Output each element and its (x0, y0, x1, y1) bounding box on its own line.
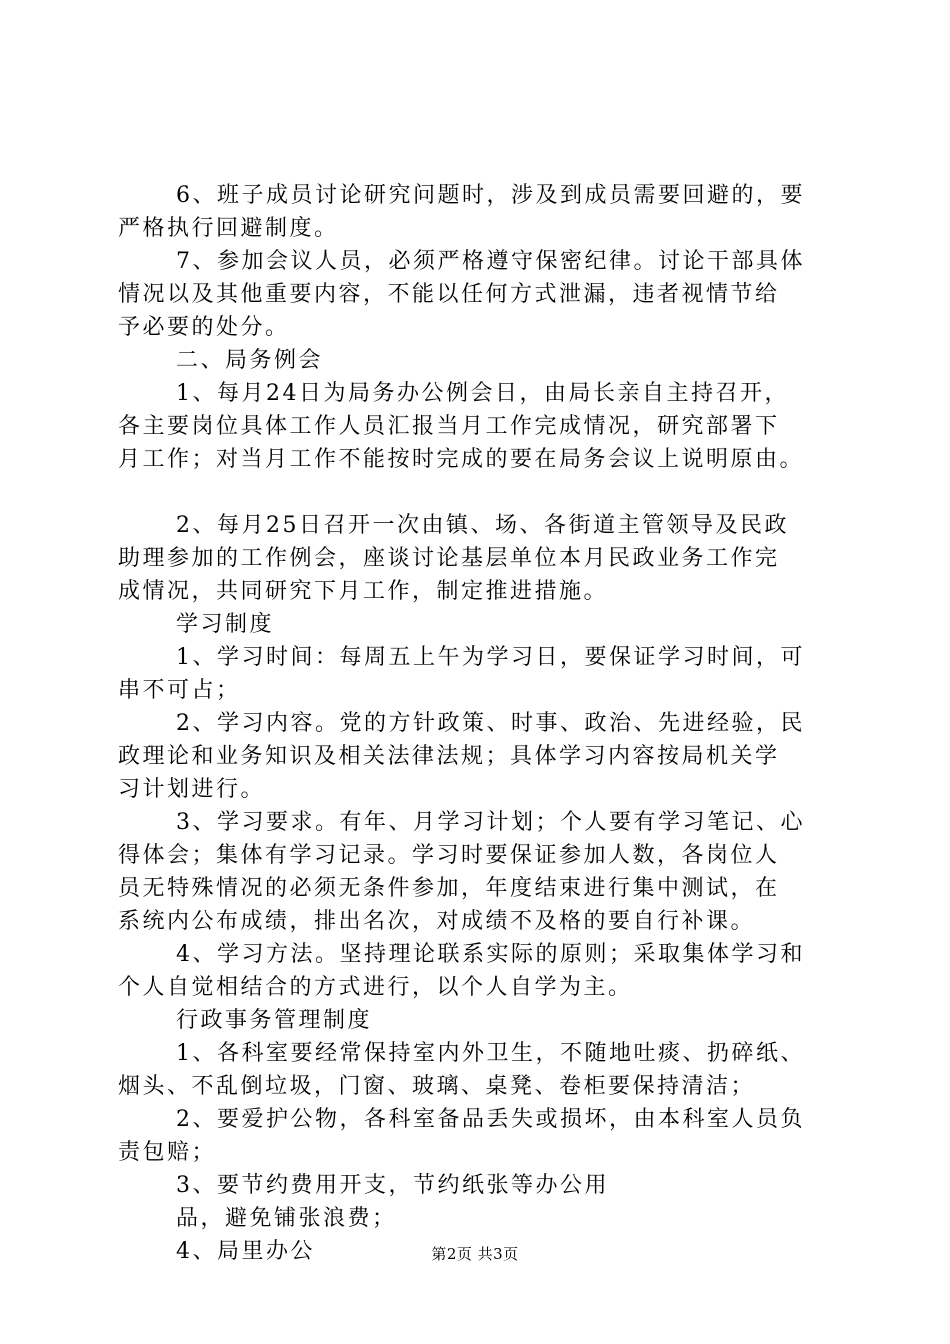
paragraph-line: 2、学习内容。党的方针政策、时事、政治、先进经验，民 (176, 711, 805, 736)
section-heading: 二、局务例会 (176, 348, 324, 373)
paragraph-line: 7、参加会议人员，必须严格遵守保密纪律。讨论干部具体 (176, 249, 805, 274)
paragraph-line: 助理参加的工作例会，座谈讨论基层单位本月民政业务工作完 (118, 546, 780, 571)
paragraph-line: 习计划进行。 (118, 777, 266, 802)
paragraph-line: 予必要的处分。 (118, 315, 290, 340)
paragraph-line: 3、要节约费用开支，节约纸张等办公用 (176, 1173, 609, 1198)
paragraph-line: 4、局里办公 (176, 1239, 315, 1264)
paragraph-line: 个人自觉相结合的方式进行，以个人自学为主。 (118, 975, 633, 1000)
paragraph-line: 员无特殊情况的必须无条件参加，年度结束进行集中测试，在 (118, 876, 780, 901)
paragraph-line: 月工作；对当月工作不能按时完成的要在局务会议上说明原由。 (118, 447, 805, 472)
section-heading: 行政事务管理制度 (176, 1008, 373, 1033)
page-footer: 第2页 共3页 (431, 1245, 519, 1263)
paragraph-line: 成情况，共同研究下月工作，制定推进措施。 (118, 579, 609, 604)
paragraph-line: 4、学习方法。坚持理论联系实际的原则；采取集体学习和 (176, 942, 805, 967)
paragraph-line: 串不可占； (118, 678, 241, 703)
paragraph-line: 系统内公布成绩，排出名次，对成绩不及格的要自行补课。 (118, 909, 756, 934)
paragraph-line: 各主要岗位具体工作人员汇报当月工作完成情况，研究部署下 (118, 414, 780, 439)
paragraph-line: 品，避免铺张浪费； (176, 1206, 397, 1231)
paragraph-line: 2、要爱护公物，各科室备品丢失或损坏，由本科室人员负 (176, 1107, 805, 1132)
paragraph-line: 1、学习时间：每周五上午为学习日，要保证学习时间，可 (176, 645, 805, 670)
section-heading: 学习制度 (176, 612, 275, 637)
paragraph-line: 严格执行回避制度。 (118, 216, 339, 241)
paragraph-line: 责包赔； (118, 1140, 217, 1165)
paragraph-line: 情况以及其他重要内容，不能以任何方式泄漏，违者视情节给 (118, 282, 780, 307)
paragraph-line: 2、每月25日召开一次由镇、场、各街道主管领导及民政 (176, 513, 789, 538)
paragraph-line: 6、班子成员讨论研究问题时，涉及到成员需要回避的，要 (176, 183, 805, 208)
paragraph-line: 烟头、不乱倒垃圾，门窗、玻璃、桌凳、卷柜要保持清洁； (118, 1074, 756, 1099)
paragraph-line: 3、学习要求。有年、月学习计划；个人要有学习笔记、心 (176, 810, 805, 835)
paragraph-line: 1、每月24日为局务办公例会日，由局长亲自主持召开， (176, 381, 789, 406)
paragraph-line: 得体会；集体有学习记录。学习时要保证参加人数，各岗位人 (118, 843, 780, 868)
paragraph-line: 1、各科室要经常保持室内外卫生，不随地吐痰、扔碎纸、 (176, 1041, 805, 1066)
paragraph-line: 政理论和业务知识及相关法律法规；具体学习内容按局机关学 (118, 744, 780, 769)
